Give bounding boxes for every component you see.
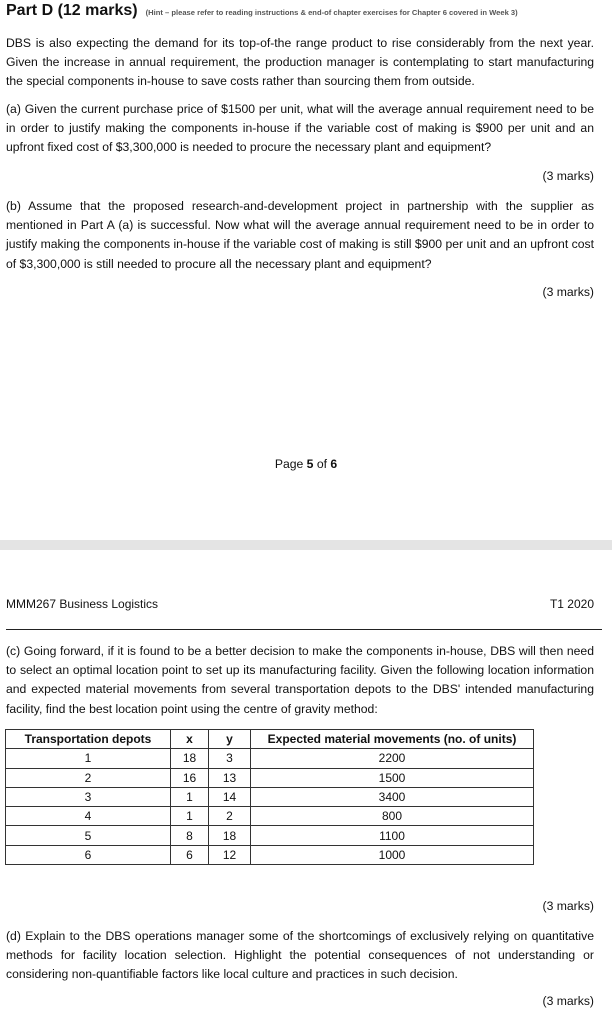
question-d: (d) Explain to the DBS operations manager some of the shortcomings of exclusively relying on quantitative methods for facility location selection. Highlight the potential consequences of not understanding or considering non-quantifiable factors like local culture and practices in such decision. — [6, 929, 594, 982]
term-label: T1 2020 — [549, 597, 594, 611]
page-6 — [0, 550, 612, 1024]
part-title: Part D (12 marks) — [6, 2, 138, 19]
header-x: x — [171, 730, 209, 749]
question-b: (b) Assume that the proposed research-and-development project in partnership with the supplier as mentioned in Part A (a) is successful. Now what will the average annual requirement need to be in order to justify making the components in-house if the variable cost of making is still $900 per unit and an upfront cost of $3,300,000 is still needed to procure all the necessary plant and equipment? — [6, 199, 594, 271]
question-a: (a) Given the current purchase price of $1500 per unit, what will the average annual requirement need to be in order to justify making the components in-house if the variable cost of making is $900 per unit and an upfront fixed cost of $3,300,000 is needed to procure the necessary plant and equipment? — [6, 102, 594, 155]
question-c-marks: (3 marks) — [542, 899, 594, 913]
table-row: 2 16 13 1500 — [6, 768, 534, 787]
location-table — [5, 729, 534, 865]
question-c: (c) Going forward, if it is found to be a better decision to make the components in-house, DBS will then need to select an optimal location point to set up its manufacturing facility. Given the following location information and expected material movements from several transportation depots to the DBS' intended manufacturing facility, find the best location point using the centre of gravity method: — [6, 644, 594, 716]
page-number: Page 5 of 6 — [274, 457, 338, 471]
part-header — [6, 2, 518, 20]
question-a-marks: (3 marks) — [542, 169, 594, 183]
table-row: 6 6 12 1000 — [6, 845, 534, 864]
header-y: y — [209, 730, 251, 749]
question-b-marks: (3 marks) — [542, 285, 594, 299]
header-movements: Expected material movements (no. of units) — [251, 730, 534, 749]
table-row: 1 18 3 2200 — [6, 749, 534, 768]
header-rule — [6, 629, 602, 630]
header-depots: Transportation depots — [6, 730, 171, 749]
table-row: 4 1 2 800 — [6, 807, 534, 826]
page-gap — [0, 540, 612, 550]
question-d-marks: (3 marks) — [542, 994, 594, 1008]
table-row: 3 1 14 3400 — [6, 787, 534, 806]
table-row: 5 8 18 1100 — [6, 826, 534, 845]
intro-paragraph: DBS is also expecting the demand for its top-of-the range product to rise considerably from the next year. Given the increase in annual requirement, the production manager is contemplating to start manufacturing the special components in-house to save costs rather than sourcing them from outside. — [6, 36, 594, 89]
table-header-row — [6, 730, 534, 749]
course-name: MMM267 Business Logistics — [6, 597, 159, 611]
hint-text: (Hint – please refer to reading instructions & end-of chapter exercises for Chapter 6 covered in Week 3) — [145, 8, 518, 17]
